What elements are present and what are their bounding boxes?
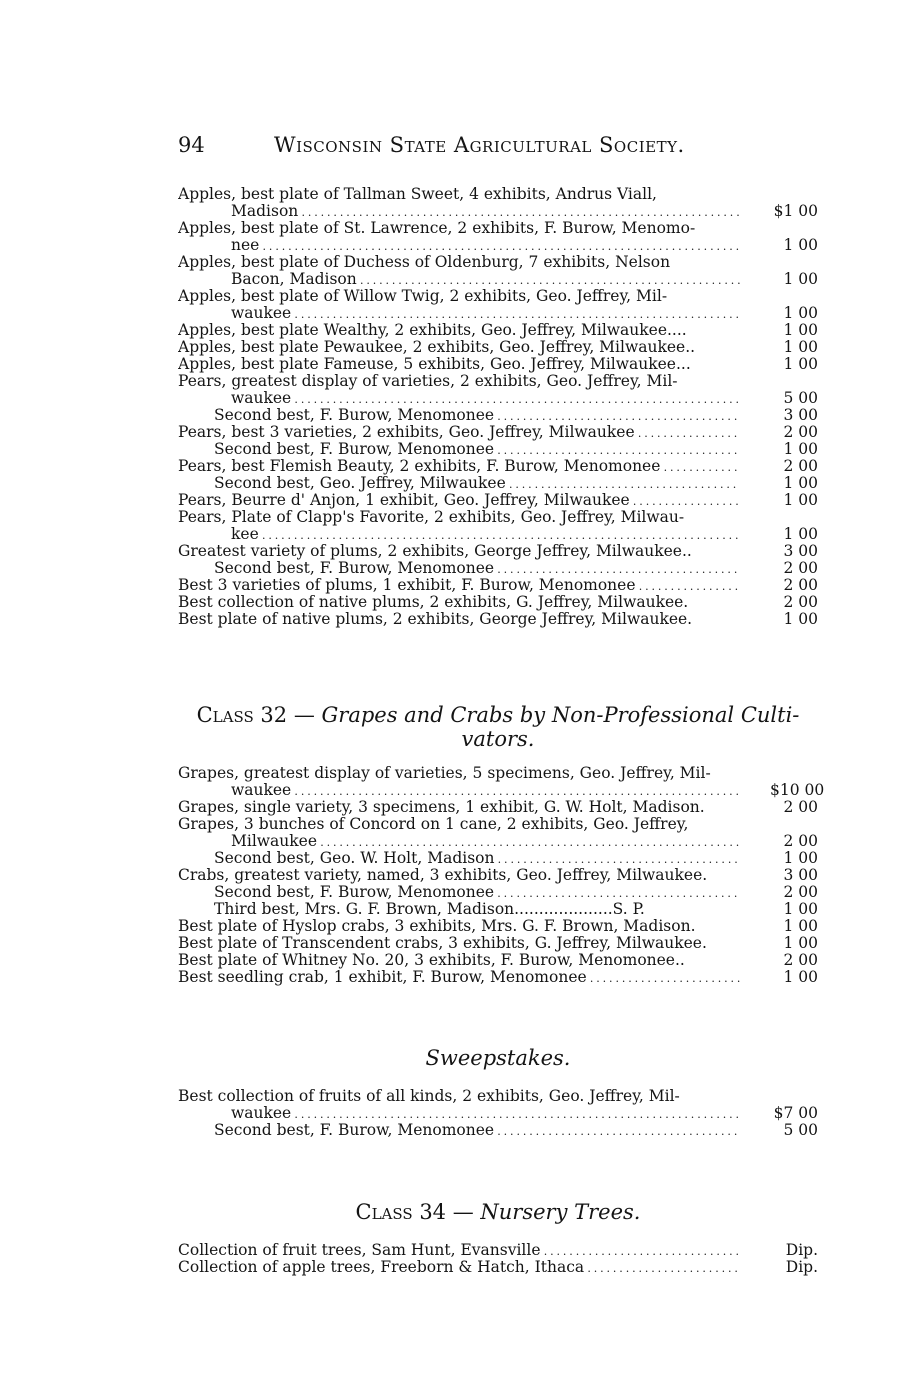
entry-text: Pears, best 3 varieties, 2 exhibits, Geo. Jeffrey, Milwaukee . . . xyxy=(178,424,740,442)
entry-line xyxy=(178,509,818,526)
entry-text: Grapes, greatest display of varieties, 5 specimens, Geo. Jeffrey, Mil- xyxy=(178,765,711,782)
class-title: Grapes and Crabs by Non-Professional Culti- xyxy=(321,703,800,727)
entry-text: Collection of fruit trees, Sam Hunt, Evansville . . . xyxy=(178,1242,740,1260)
entry-line xyxy=(178,935,818,952)
entry-line xyxy=(178,186,818,203)
entry-text: Grapes, single variety, 3 specimens, 1 exhibit, G. W. Holt, Madison. xyxy=(178,799,705,816)
entry-text: Second best, Geo. W. Holt, Madison . . . xyxy=(214,850,740,868)
entry-text: Second best, F. Burow, Menomonee . . . xyxy=(214,1122,740,1140)
entry-line xyxy=(178,850,818,867)
entry-text: Apples, best plate of Tallman Sweet, 4 exhibits, Andrus Viall, xyxy=(178,186,657,203)
premium-amount: $1 00 xyxy=(773,202,818,220)
entry-line xyxy=(178,220,818,237)
entry-text: waukee . . . xyxy=(231,1105,740,1123)
entry-line xyxy=(178,952,818,969)
premium-amount: 1 00 xyxy=(783,321,818,339)
premium-amount: 3 00 xyxy=(783,406,818,424)
entry-text: Bacon, Madison . . . xyxy=(231,271,740,289)
entry-text: Second best, F. Burow, Menomonee . . . xyxy=(214,560,740,578)
entry-text: Apples, best plate Pewaukee, 2 exhibits, Geo. Jeffrey, Milwaukee.. xyxy=(178,339,696,356)
entry-line xyxy=(178,373,818,390)
premium-list-sweepstakes xyxy=(178,1088,818,1139)
entry-line xyxy=(178,1242,818,1259)
entry-line xyxy=(178,799,818,816)
entry-text: Second best, F. Burow, Menomonee . . . xyxy=(214,441,740,459)
class-32-heading-line1: Class 32 — Grapes and Crabs by Non-Professional Culti- xyxy=(196,703,800,727)
entry-line xyxy=(178,339,818,356)
entry-line xyxy=(178,918,818,935)
entry-text: nee . . . xyxy=(231,237,740,255)
entry-text: waukee . . . xyxy=(231,305,740,323)
premium-amount: 1 00 xyxy=(783,338,818,356)
entry-text: Madison . . . xyxy=(231,203,740,221)
entry-line xyxy=(178,833,818,850)
premium-amount: 1 00 xyxy=(783,304,818,322)
premium-amount: 1 00 xyxy=(783,917,818,935)
premium-amount: 1 00 xyxy=(783,525,818,543)
entry-line xyxy=(178,884,818,901)
entry-line xyxy=(178,271,818,288)
page-number: 94 xyxy=(178,133,205,157)
entry-text: Best seedling crab, 1 exhibit, F. Burow, Menomonee . . . xyxy=(178,969,740,987)
entry-text: Best collection of native plums, 2 exhibits, G. Jeffrey, Milwaukee. xyxy=(178,594,689,611)
entry-line xyxy=(178,1122,818,1139)
entry-line xyxy=(178,867,818,884)
entry-text: Best plate of Whitney No. 20, 3 exhibits, F. Burow, Menomonee.. xyxy=(178,952,685,969)
entry-line xyxy=(178,526,818,543)
entry-line xyxy=(178,441,818,458)
class-label: Class 34 xyxy=(355,1200,447,1224)
entry-line xyxy=(178,254,818,271)
page-header xyxy=(178,133,738,163)
premium-amount: 1 00 xyxy=(783,440,818,458)
entry-line xyxy=(178,203,818,220)
premium-list-grapes-crabs xyxy=(178,765,825,986)
premium-amount: 1 00 xyxy=(783,849,818,867)
premium-amount: 1 00 xyxy=(783,968,818,986)
entry-line xyxy=(178,969,818,986)
entry-line xyxy=(178,594,818,611)
entry-text: waukee . . . xyxy=(231,782,740,800)
entry-text: kee . . . xyxy=(231,526,740,544)
running-title: Wisconsin State Agricultural Society. xyxy=(274,133,685,157)
entry-text: Best 3 varieties of plums, 1 exhibit, F. Burow, Menomonee . . . xyxy=(178,577,740,595)
premium-amount: 2 00 xyxy=(783,593,818,611)
entry-line xyxy=(178,901,818,918)
premium-amount: 3 00 xyxy=(783,866,818,884)
entry-line xyxy=(178,237,818,254)
premium-amount: 2 00 xyxy=(783,559,818,577)
premium-amount: $10 00 xyxy=(770,781,825,799)
premium-amount: 5 00 xyxy=(783,1121,818,1139)
premium-list-fruits xyxy=(178,186,818,628)
entry-line xyxy=(178,560,818,577)
entry-text: Grapes, 3 bunches of Concord on 1 cane, 2 exhibits, Geo. Jeffrey, xyxy=(178,816,689,833)
premium-amount: 1 00 xyxy=(783,355,818,373)
entry-text: Best plate of native plums, 2 exhibits, George Jeffrey, Milwaukee. xyxy=(178,611,693,628)
sweepstakes-heading: Sweepstakes. xyxy=(425,1046,571,1070)
premium-amount: 1 00 xyxy=(783,236,818,254)
premium-amount: 5 00 xyxy=(783,389,818,407)
entry-text: Apples, best plate Wealthy, 2 exhibits, Geo. Jeffrey, Milwaukee.... xyxy=(178,322,687,339)
entry-line xyxy=(178,816,818,833)
premium-amount: 3 00 xyxy=(783,542,818,560)
entry-line xyxy=(178,611,818,628)
entry-line xyxy=(178,407,818,424)
entry-line xyxy=(178,424,818,441)
premium-amount: 2 00 xyxy=(783,951,818,969)
premium-amount: 2 00 xyxy=(783,423,818,441)
entry-text: Second best, F. Burow, Menomonee . . . xyxy=(214,407,740,425)
premium-amount: 1 00 xyxy=(783,934,818,952)
entry-line xyxy=(178,458,818,475)
entry-line xyxy=(178,322,818,339)
entry-text: Pears, best Flemish Beauty, 2 exhibits, F. Burow, Menomonee . . . xyxy=(178,458,740,476)
premium-amount: 1 00 xyxy=(783,900,818,918)
premium-amount: 2 00 xyxy=(783,457,818,475)
entry-line xyxy=(178,288,818,305)
premium-amount: 2 00 xyxy=(783,883,818,901)
premium-list-nursery xyxy=(178,1242,818,1276)
premium-amount: 1 00 xyxy=(783,491,818,509)
entry-text: Pears, greatest display of varieties, 2 exhibits, Geo. Jeffrey, Mil- xyxy=(178,373,678,390)
entry-line xyxy=(178,765,818,782)
premium-amount: 1 00 xyxy=(783,270,818,288)
entry-line xyxy=(178,356,818,373)
entry-text: Apples, best plate of St. Lawrence, 2 exhibits, F. Burow, Menomo- xyxy=(178,220,696,237)
premium-amount: Dip. xyxy=(785,1258,818,1276)
premium-amount: 2 00 xyxy=(783,576,818,594)
class-32-heading-line2: vators. xyxy=(461,727,535,751)
entry-line xyxy=(178,1105,818,1122)
class-32-heading xyxy=(178,703,818,751)
entry-line xyxy=(178,1088,818,1105)
entry-text: Pears, Plate of Clapp's Favorite, 2 exhibits, Geo. Jeffrey, Milwau- xyxy=(178,509,685,526)
entry-line xyxy=(178,781,825,799)
entry-text: Third best, Mrs. G. F. Brown, Madison....................S. P. xyxy=(214,901,645,918)
entry-text: Best plate of Transcendent crabs, 3 exhibits, G. Jeffrey, Milwaukee. xyxy=(178,935,707,952)
class-34-heading: Class 34 — Nursery Trees. xyxy=(355,1200,641,1224)
entry-text: Milwaukee . . . xyxy=(231,833,740,851)
entry-line xyxy=(178,305,818,322)
entry-text: waukee . . . xyxy=(231,390,740,408)
entry-text: Greatest variety of plums, 2 exhibits, George Jeffrey, Milwaukee.. xyxy=(178,543,692,560)
entry-text: Second best, F. Burow, Menomonee . . . xyxy=(214,884,740,902)
premium-amount: 2 00 xyxy=(783,832,818,850)
entry-text: Apples, best plate Fameuse, 5 exhibits, Geo. Jeffrey, Milwaukee... xyxy=(178,356,691,373)
entry-line xyxy=(178,1259,818,1276)
premium-amount: 1 00 xyxy=(783,610,818,628)
entry-text: Apples, best plate of Duchess of Oldenburg, 7 exhibits, Nelson xyxy=(178,254,671,271)
entry-text: Collection of apple trees, Freeborn & Hatch, Ithaca . . . xyxy=(178,1259,740,1277)
class-label: Class 32 xyxy=(196,703,288,727)
entry-text: Pears, Beurre d' Anjon, 1 exhibit, Geo. Jeffrey, Milwaukee . . . xyxy=(178,492,740,510)
entry-text: Best plate of Hyslop crabs, 3 exhibits, Mrs. G. F. Brown, Madison. xyxy=(178,918,696,935)
premium-amount: 2 00 xyxy=(783,798,818,816)
class-title: Nursery Trees. xyxy=(480,1200,641,1224)
premium-amount: $7 00 xyxy=(773,1104,818,1122)
entry-line xyxy=(178,577,818,594)
entry-text: Best collection of fruits of all kinds, 2 exhibits, Geo. Jeffrey, Mil- xyxy=(178,1088,680,1105)
entry-text: Apples, best plate of Willow Twig, 2 exhibits, Geo. Jeffrey, Mil- xyxy=(178,288,668,305)
premium-amount: 1 00 xyxy=(783,474,818,492)
entry-line xyxy=(178,475,818,492)
entry-line xyxy=(178,390,818,407)
entry-line xyxy=(178,492,818,509)
premium-amount: Dip. xyxy=(785,1241,818,1259)
entry-line xyxy=(178,543,818,560)
entry-text: Crabs, greatest variety, named, 3 exhibits, Geo. Jeffrey, Milwaukee. xyxy=(178,867,708,884)
entry-text: Second best, Geo. Jeffrey, Milwaukee . . . xyxy=(214,475,740,493)
